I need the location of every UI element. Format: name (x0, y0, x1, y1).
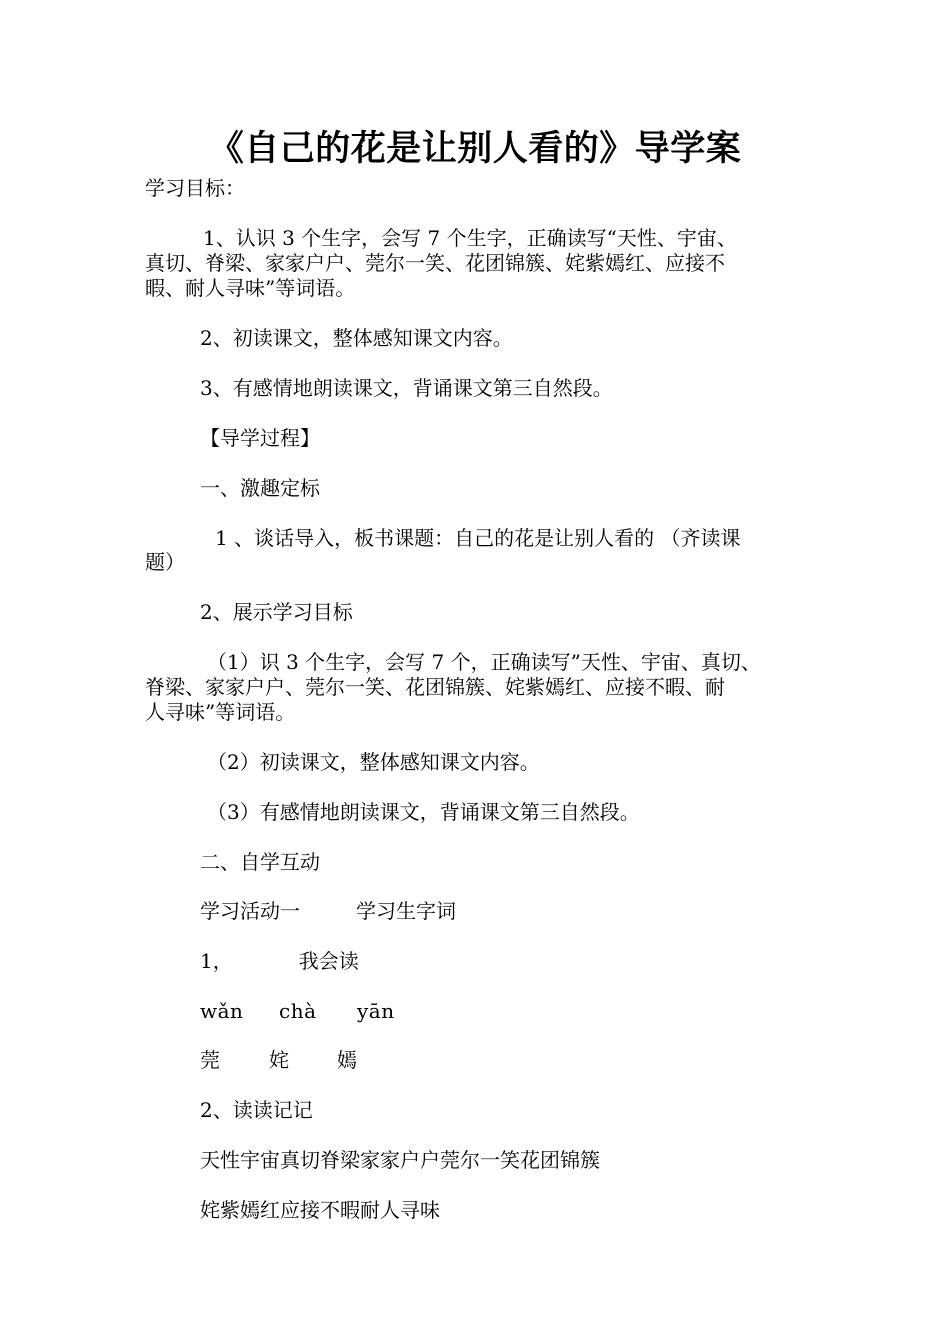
pinyin-yan: yān (357, 999, 395, 1023)
target-1-line-1: （1）识 3 个生字，会写 7 个，正确读写”天性、宇宙、真切、 (207, 650, 761, 674)
step-1-row (200, 949, 359, 974)
part-1-item-1-line-2: 题） (145, 550, 185, 574)
target-3: （3）有感情地朗读课文，背诵课文第三自然段。 (207, 800, 640, 824)
step-1-label: 我会读 (298, 949, 359, 973)
goal-2: 2、初读课文，整体感知课文内容。 (200, 326, 513, 350)
words-line-2: 姹紫嫣红应接不暇耐人寻味 (200, 1198, 440, 1222)
goal-1-line-3: 暇、耐人寻味”等词语。 (145, 276, 356, 300)
activity-1-title: 学习生字词 (356, 899, 456, 923)
char-yan: 嫣 (337, 1048, 357, 1072)
pinyin-cha: chà (279, 999, 317, 1023)
target-1-line-2: 脊梁、家家户户、莞尔一笑、花团锦簇、姹紫嫣红、应接不暇、耐 (145, 675, 725, 699)
target-1-line-3: 人寻味”等词语。 (145, 700, 296, 724)
process-heading: 【导学过程】 (200, 426, 320, 450)
target-2: （2）初读课文，整体感知课文内容。 (207, 750, 540, 774)
goal-1-line-2: 真切、脊梁、家家户户、莞尔一笑、花团锦簇、姹紫嫣红、应接不 (145, 251, 725, 275)
activity-1-row (200, 899, 456, 924)
step-2: 2、读读记记 (200, 1098, 313, 1122)
part-1-heading: 一、激趣定标 (200, 476, 320, 500)
part-2-heading: 二、自学互动 (200, 850, 320, 874)
step-1-number: 1， (200, 949, 233, 973)
part-1-item-1-line-1: 1 、谈话导入，板书课题：自己的花是让别人看的 （齐读课 (215, 526, 741, 550)
goals-heading: 学习目标： (145, 176, 245, 200)
part-1-item-2: 2、展示学习目标 (200, 600, 353, 624)
activity-1-label: 学习活动一 (200, 899, 300, 923)
goal-1-line-1: 1、认识 3 个生字，会写 7 个生字，正确读写“天性、宇宙、 (203, 226, 737, 250)
page-title: 《自己的花是让别人看的》导学案 (208, 129, 742, 169)
char-cha: 姹 (269, 1048, 289, 1072)
pinyin-wan: wǎn (200, 999, 244, 1023)
char-wan: 莞 (200, 1048, 220, 1072)
words-line-1: 天性宇宙真切脊梁家家户户莞尔一笑花团锦簇 (200, 1148, 600, 1172)
goal-3: 3、有感情地朗读课文，背诵课文第三自然段。 (200, 376, 613, 400)
